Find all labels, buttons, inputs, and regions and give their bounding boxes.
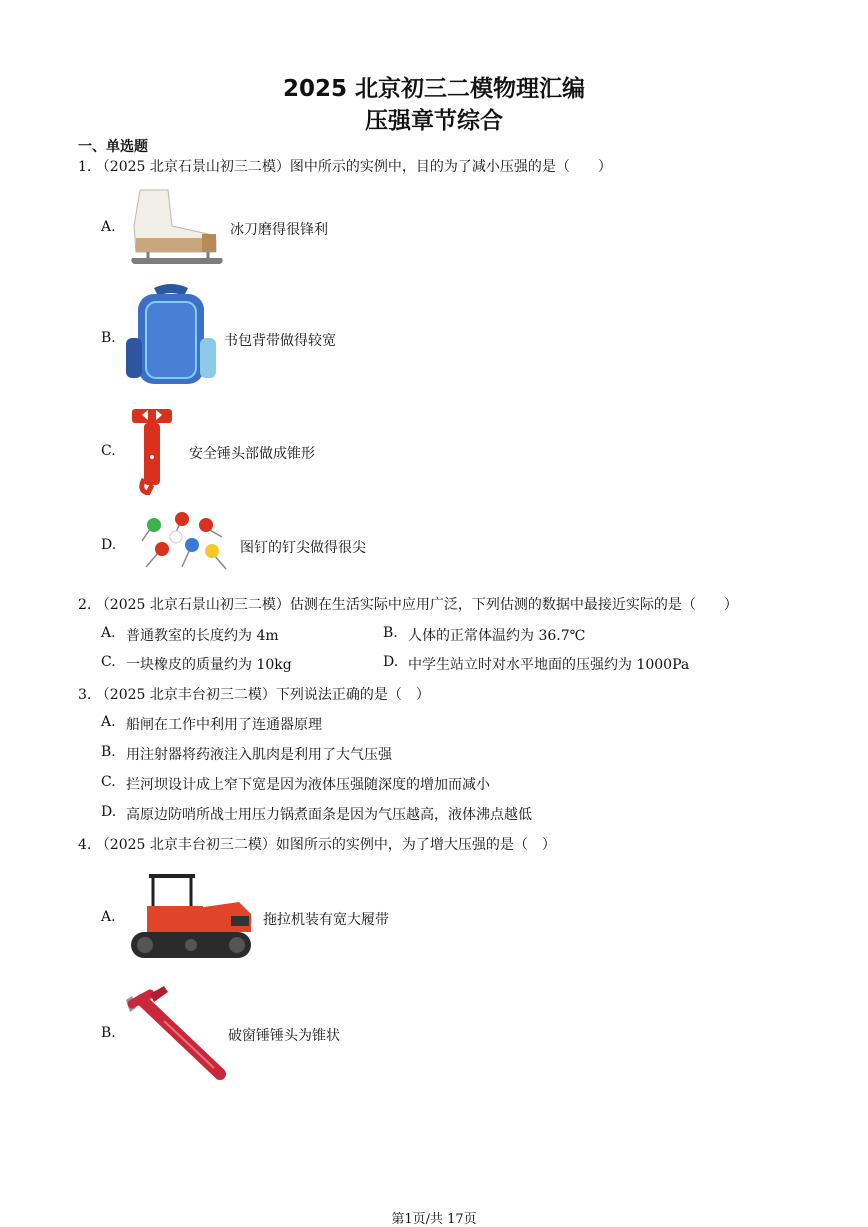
q3-option-d-text: 高原边防哨所战士用压力锅煮面条是因为气压越高，液体沸点越低: [126, 807, 532, 823]
question-4-stem: 4. （2025 北京丰台初三二模）如图所示的实例中，为了增大压强的是（ ）: [78, 837, 556, 853]
backpack-image: [124, 282, 218, 390]
q2-option-b-text: 人体的正常体温约为 36.7℃: [408, 628, 586, 644]
q2-option-d-text: 中学生站立时对水平地面的压强约为 1000Pa: [408, 657, 690, 673]
q4-option-a-letter: A.: [101, 909, 116, 925]
thumbtacks-image: [132, 507, 238, 579]
q2-option-a-text: 普通教室的长度约为 4m: [126, 628, 279, 644]
page-subtitle: 压强章节综合: [365, 108, 503, 134]
ice-skate-image: [128, 186, 226, 266]
q4-option-b-text: 破窗锤锤头为锥状: [228, 1028, 340, 1044]
q3-option-a-text: 船闸在工作中利用了连通器原理: [126, 717, 322, 733]
question-2-stem: 2. （2025 北京石景山初三二模）估测在生活实际中应用广泛，下列估测的数据中最接近实际的是（ ）: [78, 597, 738, 613]
q1-option-b-letter: B.: [101, 330, 116, 346]
q2-option-a-letter: A.: [101, 625, 116, 641]
q4-option-a-text: 拖拉机装有宽大履带: [263, 912, 389, 928]
q3-option-c-text: 拦河坝设计成上窄下宽是因为液体压强随深度的增加而减小: [126, 777, 490, 793]
q1-option-c-text: 安全锤头部做成锥形: [189, 446, 315, 462]
section-title: 一、单选题: [78, 139, 148, 155]
q2-option-c-letter: C.: [101, 654, 116, 670]
q3-option-c-letter: C.: [101, 774, 116, 790]
q3-option-b-letter: B.: [101, 744, 116, 760]
q3-option-a-letter: A.: [101, 714, 116, 730]
q1-option-a-text: 冰刀磨得很锋利: [230, 222, 328, 238]
q1-option-b-text: 书包背带做得较宽: [224, 333, 336, 349]
question-3-stem: 3. （2025 北京丰台初三二模）下列说法正确的是（ ）: [78, 687, 430, 703]
q2-option-c-text: 一块橡皮的质量约为 10kg: [126, 657, 292, 673]
q1-option-d-letter: D.: [101, 537, 117, 553]
q2-option-d-letter: D.: [383, 654, 399, 670]
q4-option-b-letter: B.: [101, 1025, 116, 1041]
page-title: 2025 北京初三二模物理汇编: [282, 76, 586, 102]
q1-option-a-letter: A.: [101, 219, 116, 235]
q1-option-d-text: 图钉的钉尖做得很尖: [240, 540, 366, 556]
window-breaker-image: [124, 984, 228, 1080]
page-number: 第1页/共 17页: [391, 1212, 477, 1227]
question-1-stem: 1. （2025 北京石景山初三二模）图中所示的实例中，目的为了减小压强的是（ ）: [78, 159, 612, 175]
q1-option-c-letter: C.: [101, 443, 116, 459]
q3-option-b-text: 用注射器将药液注入肌肉是利用了大气压强: [126, 747, 392, 763]
safety-hammer-image: [128, 405, 176, 495]
q3-option-d-letter: D.: [101, 804, 117, 820]
tractor-image: [127, 866, 257, 966]
q2-option-b-letter: B.: [383, 625, 398, 641]
